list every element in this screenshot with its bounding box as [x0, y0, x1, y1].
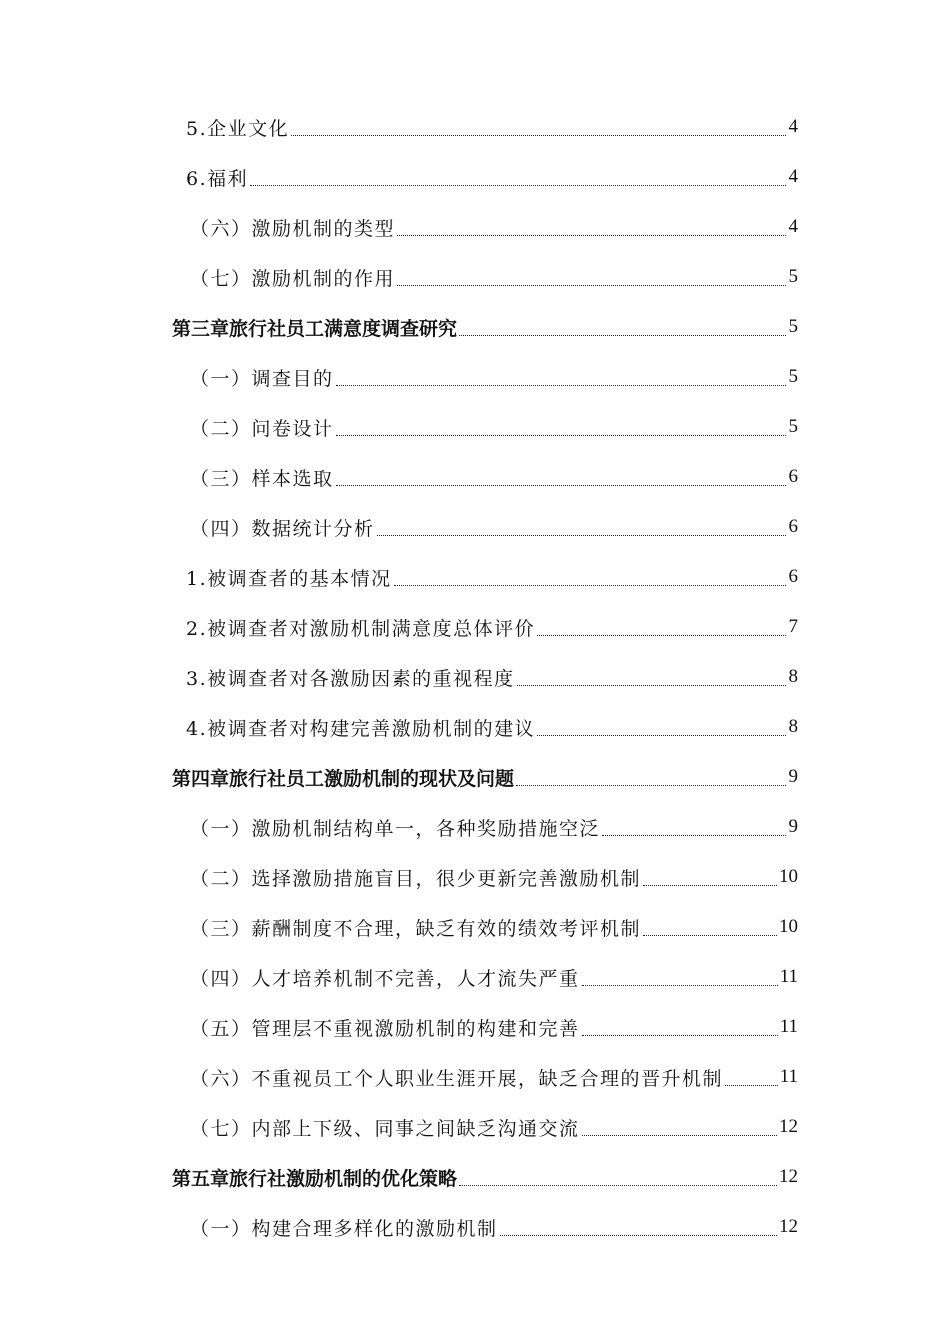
toc-dot-leader	[602, 835, 786, 836]
toc-page-number: 10	[779, 916, 798, 937]
toc-page-number: 6	[788, 516, 798, 537]
toc-chapter-title: 第三章旅行社员工满意度调查研究	[172, 317, 458, 340]
toc-page-number: 4	[788, 116, 798, 137]
toc-dot-leader	[537, 635, 786, 636]
toc-page-number: 6	[788, 566, 798, 587]
toc-entry[interactable]	[190, 852, 798, 902]
toc-page-number: 11	[779, 1016, 798, 1037]
toc-page-number: 12	[779, 1216, 798, 1237]
toc-page-number: 9	[788, 766, 798, 787]
toc-entry-title: （三）薪酬制度不合理，缺乏有效的绩效考评机制	[190, 917, 642, 940]
toc-page-number: 4	[788, 216, 798, 237]
toc-dot-leader	[516, 785, 786, 786]
toc-entry-title: （二）问卷设计	[190, 417, 334, 440]
toc-dot-leader	[336, 435, 786, 436]
toc-page-number: 12	[779, 1116, 798, 1137]
table-of-contents	[0, 102, 950, 1252]
toc-dot-leader	[643, 935, 777, 936]
toc-entry-title: （四）数据统计分析	[190, 517, 375, 540]
toc-entry[interactable]	[190, 252, 798, 302]
toc-entry[interactable]	[190, 502, 798, 552]
toc-entry[interactable]	[186, 152, 798, 202]
toc-dot-leader	[394, 585, 786, 586]
toc-page-number: 4	[788, 166, 798, 187]
toc-dot-leader	[517, 685, 786, 686]
toc-chapter-title: 第五章旅行社激励机制的优化策略	[172, 1167, 458, 1190]
toc-dot-leader	[459, 1185, 777, 1186]
toc-page-number: 5	[788, 416, 798, 437]
toc-dot-leader	[291, 135, 786, 136]
toc-entry-title: （六）激励机制的类型	[190, 217, 396, 240]
toc-dot-leader	[397, 285, 786, 286]
toc-dot-leader	[250, 185, 786, 186]
toc-entry[interactable]	[190, 202, 798, 252]
toc-entry-title: （三）样本选取	[190, 467, 334, 490]
toc-page-number: 11	[779, 1066, 798, 1087]
toc-entry[interactable]	[186, 602, 798, 652]
toc-chapter-title: 第四章旅行社员工激励机制的现状及问题	[172, 767, 515, 790]
toc-entry[interactable]	[190, 1202, 798, 1252]
toc-page-number: 11	[779, 966, 798, 987]
toc-entry[interactable]	[190, 802, 798, 852]
toc-entry[interactable]	[190, 402, 798, 452]
toc-page-number: 5	[788, 316, 798, 337]
toc-entry-title: （四）人才培养机制不完善，人才流失严重	[190, 967, 580, 990]
toc-entry-title: 5.企业文化	[186, 117, 290, 140]
toc-entry-title: 1.被调查者的基本情况	[186, 567, 392, 590]
toc-entry-title: （一）激励机制结构单一，各种奖励措施空泛	[190, 817, 601, 840]
toc-entry-title: 4.被调查者对构建完善激励机制的建议	[186, 717, 536, 740]
toc-entry-title: （二）选择激励措施盲目，很少更新完善激励机制	[190, 867, 642, 890]
toc-dot-leader	[336, 385, 786, 386]
toc-dot-leader	[459, 335, 786, 336]
toc-page-number: 5	[788, 366, 798, 387]
toc-entry-title: （一）构建合理多样化的激励机制	[190, 1217, 498, 1240]
toc-chapter-entry[interactable]	[172, 302, 798, 352]
toc-dot-leader	[397, 235, 786, 236]
toc-page-number: 7	[788, 616, 798, 637]
toc-entry[interactable]	[186, 552, 798, 602]
toc-dot-leader	[500, 1235, 777, 1236]
toc-page-number: 10	[779, 866, 798, 887]
toc-entry[interactable]	[190, 952, 798, 1002]
toc-entry[interactable]	[186, 102, 798, 152]
toc-entry[interactable]	[190, 1102, 798, 1152]
toc-entry[interactable]	[190, 1052, 798, 1102]
toc-entry[interactable]	[190, 1002, 798, 1052]
toc-dot-leader	[582, 1035, 778, 1036]
toc-entry[interactable]	[186, 652, 798, 702]
toc-chapter-entry[interactable]	[172, 1152, 798, 1202]
toc-dot-leader	[725, 1085, 778, 1086]
toc-chapter-entry[interactable]	[172, 752, 798, 802]
toc-entry[interactable]	[190, 902, 798, 952]
toc-page-number: 5	[788, 266, 798, 287]
toc-entry[interactable]	[186, 702, 798, 752]
toc-entry-title: 3.被调查者对各激励因素的重视程度	[186, 667, 515, 690]
toc-dot-leader	[336, 485, 786, 486]
toc-entry-title: 6.福利	[186, 167, 249, 190]
toc-entry-title: 2.被调查者对激励机制满意度总体评价	[186, 617, 536, 640]
toc-dot-leader	[643, 885, 777, 886]
toc-entry-title: （五）管理层不重视激励机制的构建和完善	[190, 1017, 580, 1040]
toc-page-number: 8	[788, 716, 798, 737]
toc-page-number: 6	[788, 466, 798, 487]
toc-entry-title: （一）调查目的	[190, 367, 334, 390]
toc-page-number: 8	[788, 666, 798, 687]
toc-entry-title: （七）内部上下级、同事之间缺乏沟通交流	[190, 1117, 580, 1140]
toc-dot-leader	[582, 985, 778, 986]
toc-entry[interactable]	[190, 352, 798, 402]
toc-page-number: 12	[779, 1166, 798, 1187]
toc-page-number: 9	[788, 816, 798, 837]
toc-dot-leader	[582, 1135, 777, 1136]
toc-dot-leader	[537, 735, 786, 736]
toc-entry-title: （七）激励机制的作用	[190, 267, 396, 290]
toc-dot-leader	[377, 535, 786, 536]
toc-entry-title: （六）不重视员工个人职业生涯开展，缺乏合理的晋升机制	[190, 1067, 724, 1090]
toc-entry[interactable]	[190, 452, 798, 502]
